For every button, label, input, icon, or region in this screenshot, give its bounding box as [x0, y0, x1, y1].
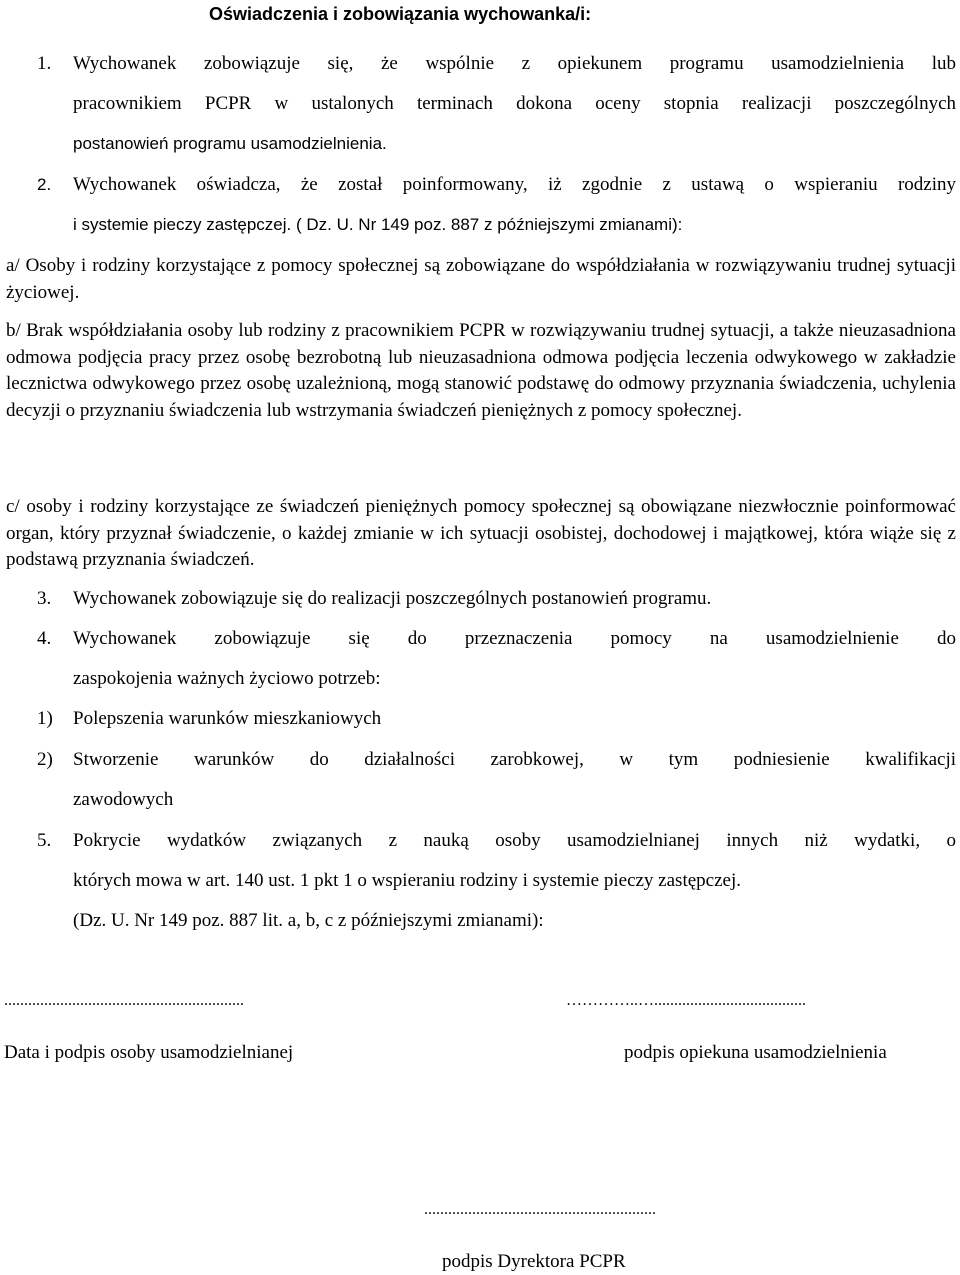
- item-2-paragraph-b: b/ Brak współdziałania osoby lub rodziny z pracownikiem PCPR w rozwiązywaniu trudnej sytuacji, a także nieuzasadniona odmowa podjęcia pracy przez osobę bezrobotną lub nieuzasadniona odmowa podjęcia leczenia odwykowego w zakładzie lecznictwa odwykowego przez osobę uzależnioną, mogą stanowić podstawę do odmowy przyznania świadczenia, uchylenia decyzji o przyznaniu świadczenia lub wstrzymania świadczeń pieniężnych z pomocy społecznej.: [6, 320, 956, 421]
- item-4-line-2: zaspokojenia ważnych życiowo potrzeb:: [73, 668, 381, 689]
- signature-label-left: Data i podpis osoby usamodzielnianej: [4, 1042, 294, 1063]
- signature-label-bottom: podpis Dyrektora PCPR: [442, 1251, 626, 1272]
- item-3-number: 3.: [37, 588, 52, 609]
- item-5-line-2: których mowa w art. 140 ust. 1 pkt 1 o wspieraniu rodziny i systemie pieczy zastępczej.: [73, 870, 741, 891]
- item-2-paragraph-c: c/ osoby i rodziny korzystające ze świadczeń pieniężnych pomocy społecznej są obowiązane niezwłocznie poinformować organ, który przyznał świadczenie, o każdej zmianie w ich sytuacji osobistej, dochodowej i majątkowej, która wiąże się z podstawą przyznania świadczeń.: [6, 496, 956, 570]
- item-4-number: 4.: [37, 628, 52, 649]
- item-4-sub-2-line-2: zawodowych: [73, 789, 174, 810]
- item-1-line-1: Wychowanek zobowiązuje się, że wspólnie z opiekunem programu usamodzielnienia lub: [73, 53, 956, 74]
- item-3-text: Wychowanek zobowiązuje się do realizacji poszczególnych postanowień programu.: [73, 588, 712, 609]
- item-2-number: 2.: [37, 175, 52, 194]
- item-1-number: 1.: [37, 53, 52, 74]
- item-4-sub-1-number: 1): [37, 708, 53, 729]
- item-2-line-2: i systemie pieczy zastępczej. ( Dz. U. Nr 149 poz. 887 z późniejszymi zmianami):: [73, 215, 683, 234]
- signature-line-bottom: ..........................................................: [424, 1201, 656, 1218]
- item-4-sub-2-line-1: Stworzenie warunków do działalności zarobkowej, w tym podniesienie kwalifikacji: [73, 749, 956, 770]
- signature-line-left: ............................................................: [4, 992, 244, 1009]
- document-title: Oświadczenia i zobowiązania wychowanka/i:: [209, 4, 592, 24]
- item-4-sub-1-text: Polepszenia warunków mieszkaniowych: [73, 708, 382, 729]
- signature-label-right: podpis opiekuna usamodzielnienia: [624, 1042, 887, 1063]
- item-1-line-2: pracownikiem PCPR w ustalonych terminach dokona oceny stopnia realizacji poszczególnych: [73, 93, 956, 114]
- signature-line-right: …………..…......................................: [566, 992, 806, 1009]
- item-1-line-3: postanowień programu usamodzielnienia.: [73, 134, 387, 153]
- item-4-sub-2-number: 2): [37, 749, 53, 770]
- item-5-number: 5.: [37, 830, 52, 851]
- item-4-line-1: Wychowanek zobowiązuje się do przeznaczenia pomocy na usamodzielnienie do: [73, 628, 956, 649]
- item-2-line-1: Wychowanek oświadcza, że został poinformowany, iż zgodnie z ustawą o wspieraniu rodziny: [73, 174, 956, 195]
- item-2-paragraph-a: a/ Osoby i rodziny korzystające z pomocy społecznej są zobowiązane do współdziałania w rozwiązywaniu trudnej sytuacji życiowej.: [6, 255, 956, 303]
- item-5-line-1: Pokrycie wydatków związanych z nauką osoby usamodzielnianej innych niż wydatki, o: [73, 830, 956, 851]
- item-5-line-3: (Dz. U. Nr 149 poz. 887 lit. a, b, c z późniejszymi zmianami):: [73, 910, 544, 931]
